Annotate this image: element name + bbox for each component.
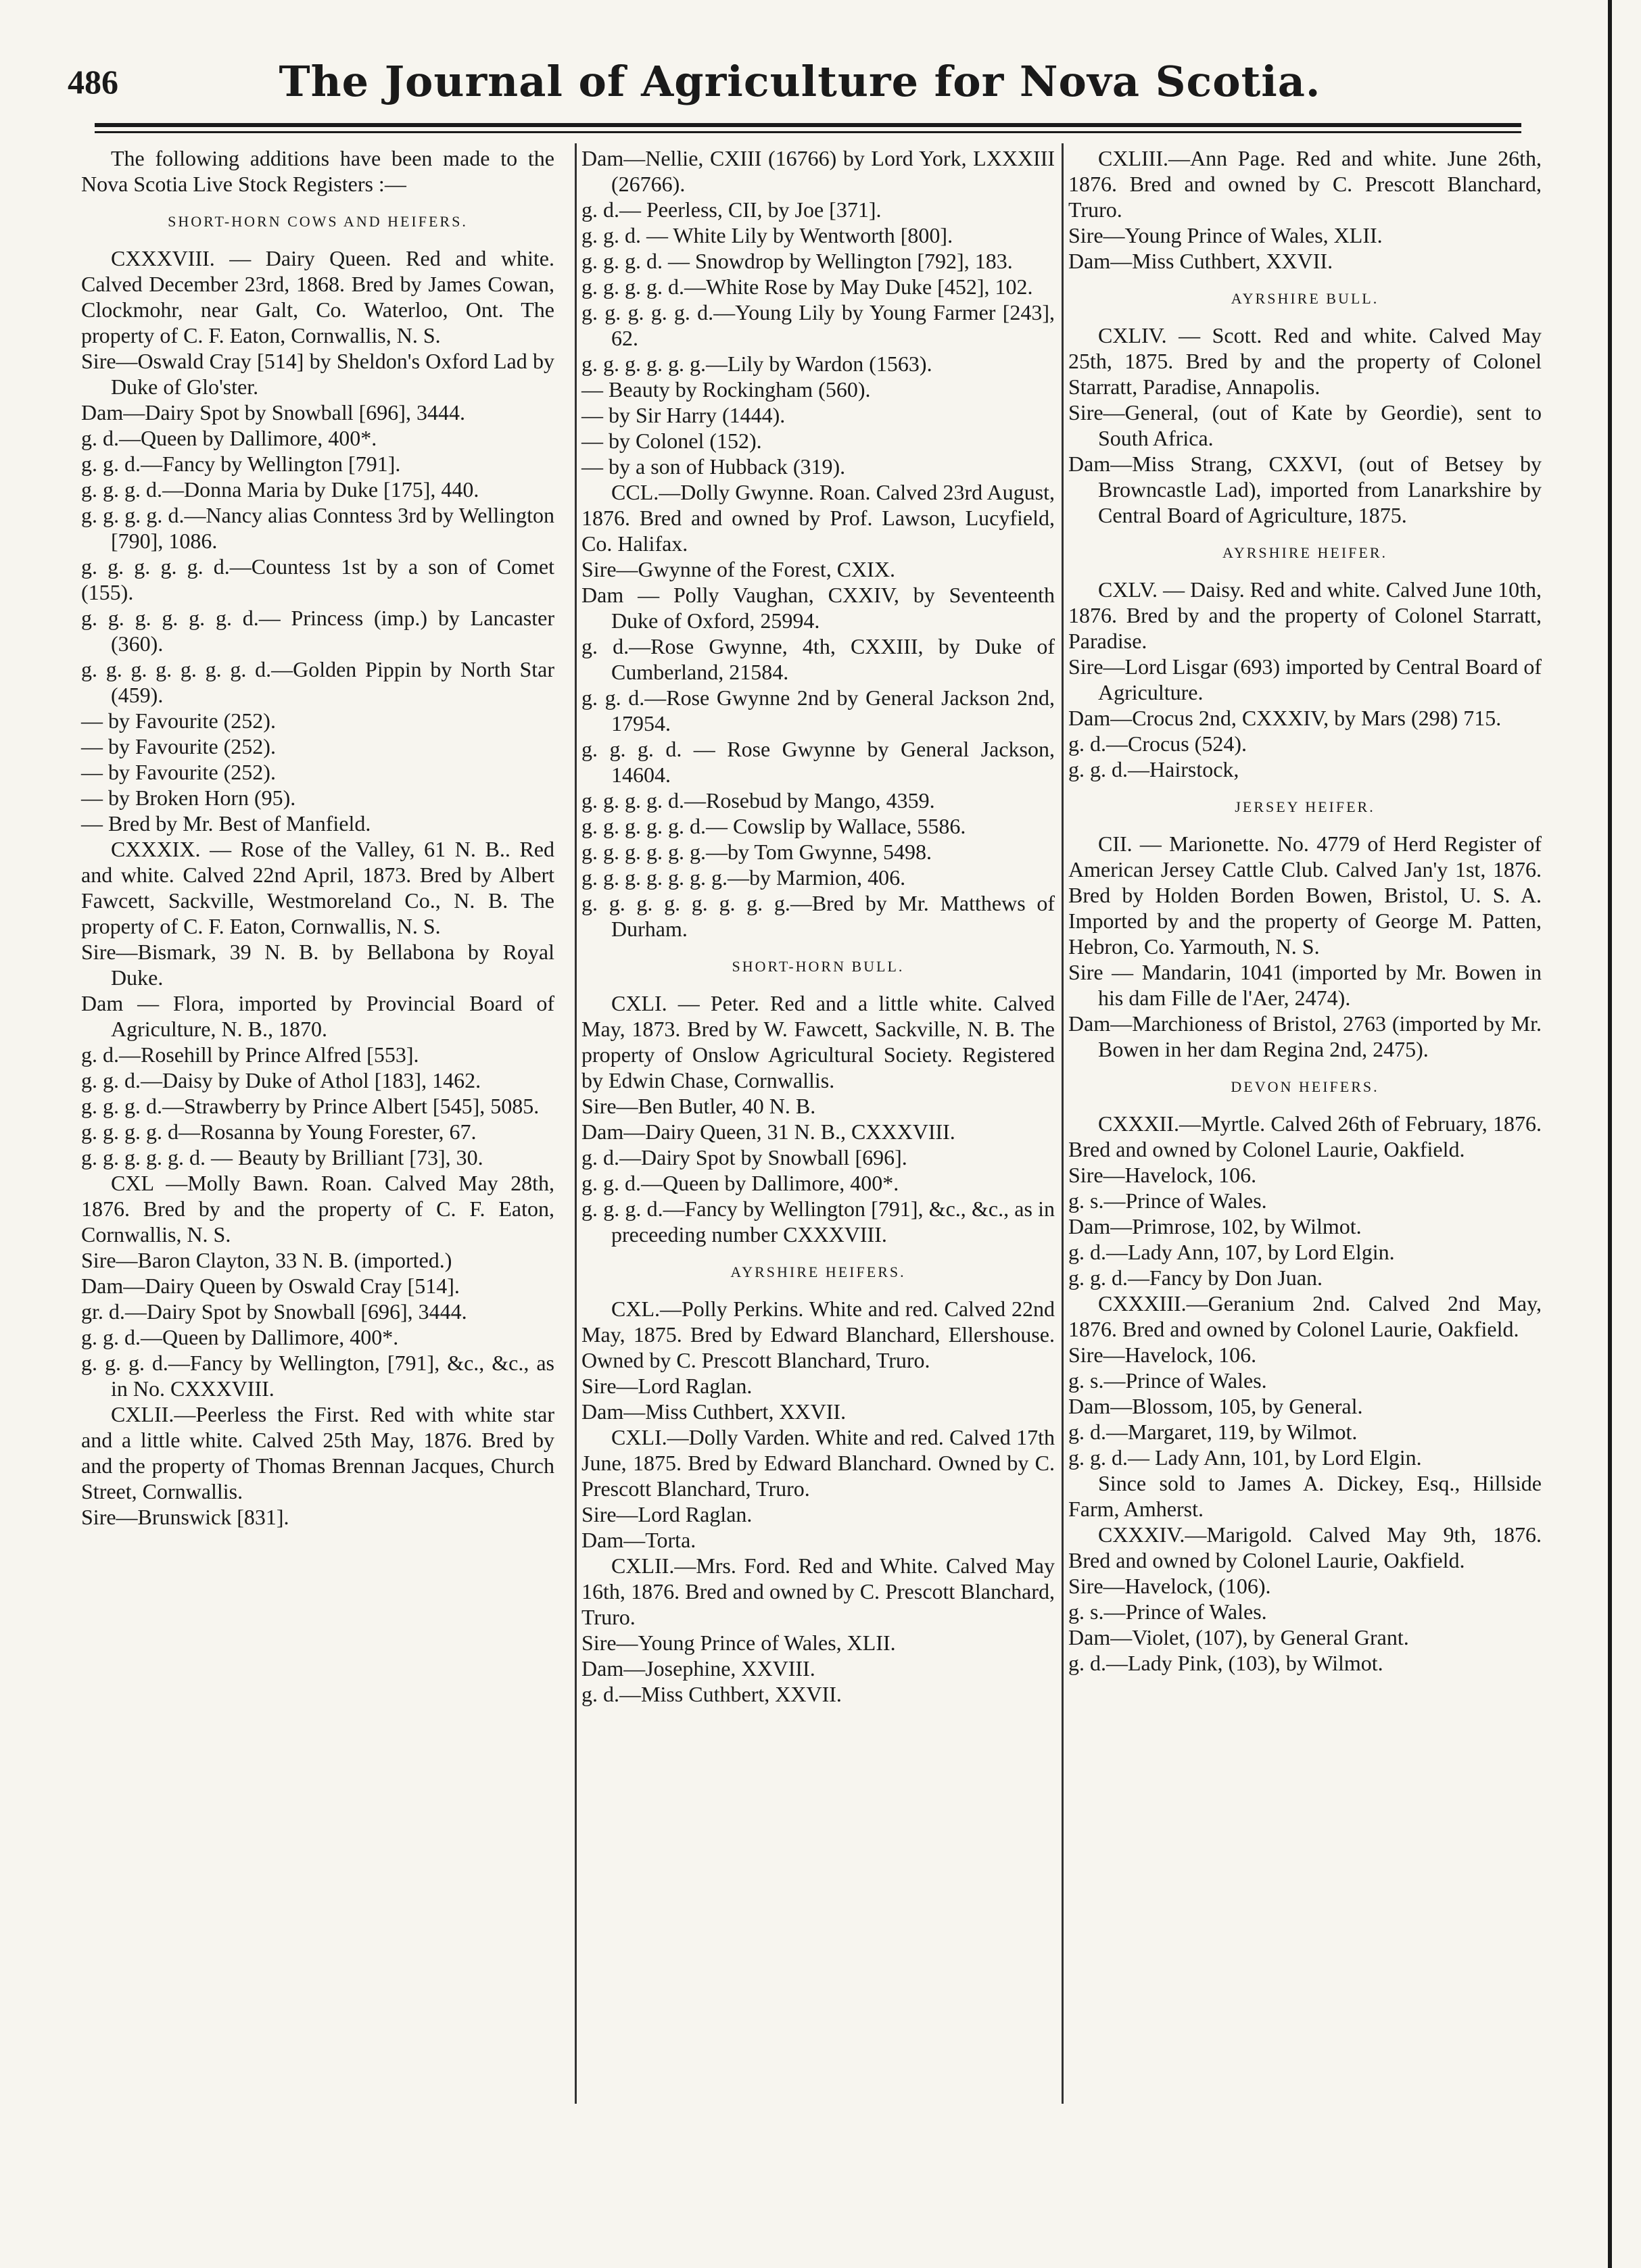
pedigree-line: g. g. g. d.—Fancy by Wellington [791], &c., &c., as in preceeding number CXXXVIII. <box>581 1197 1055 1247</box>
register-entry: CXXXIV.—Marigold. Calved May 9th, 1876. Bred and owned by Colonel Laurie, Oakfield. <box>1068 1522 1542 1572</box>
pedigree-line: Dam—Crocus 2nd, CXXXIV, by Mars (298) 715. <box>1068 706 1502 730</box>
pedigree-line: Dam—Torta. <box>581 1528 696 1552</box>
pedigree-line: Sire—Young Prince of Wales, XLII. <box>581 1631 896 1655</box>
journal-title: The Journal of Agriculture for Nova Scotia. <box>279 57 1321 106</box>
pedigree-line: Dam—Miss Strang, CXXVI, (out of Betsey by Browncastle Lad), imported from Lanarkshire by Central Board of Agriculture, 1875. <box>1068 452 1542 527</box>
register-entry: CXLV. — Daisy. Red and white. Calved June 10th, 1876. Bred by and the property of Colonel Starratt, Paradise. <box>1068 577 1542 653</box>
pedigree-line: Sire—Oswald Cray [514] by Sheldon's Oxford Lad by Duke of Glo'ster. <box>81 349 554 399</box>
pedigree-line: — by Broken Horn (95). <box>81 786 296 810</box>
pedigree-line: g. g. d.—Queen by Dallimore, 400*. <box>81 1325 399 1349</box>
pedigree-line: Dam—Dairy Queen, 31 N. B., CXXXVIII. <box>581 1119 955 1144</box>
pedigree-line: gr. d.—Dairy Spot by Snowball [696], 3444. <box>81 1299 467 1324</box>
pedigree-line: g. g. g. g. g. d.— Cowslip by Wallace, 5586. <box>581 814 966 838</box>
pedigree-line: g. g. d.—Queen by Dallimore, 400*. <box>581 1171 899 1195</box>
pedigree-line: g. g. g. g. d—Rosanna by Young Forester, 67. <box>81 1119 477 1144</box>
column-3 <box>1068 145 1542 1676</box>
pedigree-line: Sire—Havelock, 106. <box>1068 1163 1257 1187</box>
register-entry: CXXXIII.—Geranium 2nd. Calved 2nd May, 1876. Bred and owned by Colonel Laurie, Oakfield. <box>1068 1291 1542 1341</box>
page-edge-rule <box>1608 0 1612 2268</box>
section-heading: JERSEY HEIFER. <box>1235 798 1375 815</box>
column-1 <box>81 145 554 1530</box>
column-divider <box>1062 143 1064 2104</box>
section-heading: SHORT-HORN COWS AND HEIFERS. <box>168 213 468 230</box>
pedigree-line: Sire—Havelock, 106. <box>1068 1343 1257 1367</box>
register-entry: The following additions have been made to the Nova Scotia Live Stock Registers :— <box>81 146 554 196</box>
pedigree-line: g. s.—Prince of Wales. <box>1068 1188 1267 1213</box>
pedigree-line: Sire—Lord Raglan. <box>581 1502 753 1526</box>
pedigree-line: Sire—General, (out of Kate by Geordie), sent to South Africa. <box>1068 400 1542 450</box>
section-heading: AYRSHIRE BULL. <box>1231 290 1379 307</box>
pedigree-line: Dam—Miss Cuthbert, XXVII. <box>1068 249 1333 273</box>
pedigree-line: g. g. g. g. g. g. d.— Princess (imp.) by Lancaster (360). <box>81 606 554 656</box>
section-heading: DEVON HEIFERS. <box>1231 1078 1379 1095</box>
pedigree-line: — by Sir Harry (1444). <box>581 403 786 427</box>
pedigree-line: — by Favourite (252). <box>81 760 276 784</box>
section-heading: SHORT-HORN BULL. <box>732 958 905 975</box>
pedigree-line: g. d.—Queen by Dallimore, 400*. <box>81 426 377 450</box>
pedigree-line: g. d.—Rose Gwynne, 4th, CXXIII, by Duke of Cumberland, 21584. <box>581 634 1055 684</box>
register-entry: CCL.—Dolly Gwynne. Roan. Calved 23rd August, 1876. Bred and owned by Prof. Lawson, Lucyfield, Co. Halifax. <box>581 480 1055 556</box>
pedigree-line: Sire—Havelock, (106). <box>1068 1574 1271 1598</box>
pedigree-line: Dam—Violet, (107), by General Grant. <box>1068 1625 1409 1649</box>
pedigree-line: g. g. g. g. d.—Nancy alias Conntess 3rd by Wellington [790], 1086. <box>81 503 554 553</box>
register-entry: CXLI.—Dolly Varden. White and red. Calved 17th June, 1875. Bred by Edward Blanchard. Owned by C. Prescott Blanchard, Truro. <box>581 1425 1055 1501</box>
section-heading: AYRSHIRE HEIFERS. <box>730 1263 906 1280</box>
pedigree-line: g. g. g. g. g. g. g. g.—Bred by Mr. Matthews of Durham. <box>581 891 1055 941</box>
header-rule-thick <box>95 123 1521 127</box>
pedigree-line: Sire—Young Prince of Wales, XLII. <box>1068 223 1383 247</box>
register-entry: CXL.—Polly Perkins. White and red. Calved 22nd May, 1875. Bred by Edward Blanchard, Ellershouse. Owned by C. Prescott Blanchard, Truro. <box>581 1297 1055 1372</box>
pedigree-line: g. g. g. g. d.—White Rose by May Duke [452], 102. <box>581 274 1033 299</box>
pedigree-line: g. d.—Rosehill by Prince Alfred [553]. <box>81 1042 419 1067</box>
pedigree-line: Sire—Gwynne of the Forest, CXIX. <box>581 557 895 581</box>
pedigree-line: g. g. g. g. g. g.—Lily by Wardon (1563). <box>581 352 932 376</box>
pedigree-line: — by Favourite (252). <box>81 734 276 758</box>
register-entry: CXXXII.—Myrtle. Calved 26th of February, 1876. Bred and owned by Colonel Laurie, Oakfield. <box>1068 1111 1542 1161</box>
pedigree-line: Dam—Primrose, 102, by Wilmot. <box>1068 1214 1362 1238</box>
column-2 <box>581 145 1055 1707</box>
register-entry: CXXXIX. — Rose of the Valley, 61 N. B.. Red and white. Calved 22nd April, 1873. Bred by Albert Fawcett, Sackville, Westmoreland Co., N. B. The property of C. F. Eaton, Cornwallis, N. S. <box>81 837 554 938</box>
pedigree-line: g. d.—Crocus (524). <box>1068 731 1247 756</box>
pedigree-line: g. d.—Margaret, 119, by Wilmot. <box>1068 1420 1358 1444</box>
pedigree-line: Sire — Mandarin, 1041 (imported by Mr. Bowen in his dam Fille de l'Aer, 2474). <box>1068 960 1542 1010</box>
register-entry: CXXXVIII. — Dairy Queen. Red and white. Calved December 23rd, 1868. Bred by James Cowan, Clockmohr, near Galt, Co. Waterloo, Ont. The property of C. F. Eaton, Cornwallis, N. S. <box>81 246 554 347</box>
register-entry: CXLII.—Mrs. Ford. Red and White. Calved May 16th, 1876. Bred and owned by C. Prescott Blanchard, Truro. <box>581 1553 1055 1629</box>
pedigree-line: g. g. g. g. d.—Rosebud by Mango, 4359. <box>581 788 935 813</box>
pedigree-line: g. g. d.— Lady Ann, 101, by Lord Elgin. <box>1068 1445 1422 1470</box>
pedigree-line: g. s.—Prince of Wales. <box>1068 1599 1267 1624</box>
pedigree-line: Dam—Miss Cuthbert, XXVII. <box>581 1399 847 1424</box>
section-heading: AYRSHIRE HEIFER. <box>1222 544 1387 561</box>
pedigree-line: g. g. g. g. g. g. g. d.—Golden Pippin by North Star (459). <box>81 657 554 707</box>
pedigree-line: g. g. g. d. — Snowdrop by Wellington [792], 183. <box>581 249 1013 273</box>
pedigree-line: Dam—Dairy Spot by Snowball [696], 3444. <box>81 400 465 425</box>
pedigree-line: Dam—Josephine, XXVIII. <box>581 1656 815 1681</box>
header-rule-thin <box>95 131 1521 133</box>
pedigree-line: Sire—Baron Clayton, 33 N. B. (imported.) <box>81 1248 452 1272</box>
pedigree-line: — Beauty by Rockingham (560). <box>581 377 871 402</box>
register-entry: CII. — Marionette. No. 4779 of Herd Register of American Jersey Cattle Club. Calved Jan'y 1st, 1876. Bred by Holden Borden Bowen, Bristol, U. S. A. Imported by and the property of George M. Patten, Hebron, Co. Yarmouth, N. S. <box>1068 831 1542 959</box>
pedigree-line: g. g. g. d.—Donna Maria by Duke [175], 440. <box>81 477 479 502</box>
pedigree-line: Dam—Dairy Queen by Oswald Cray [514]. <box>81 1274 460 1298</box>
pedigree-line: — Bred by Mr. Best of Manfield. <box>81 811 371 836</box>
register-entry: CXL —Molly Bawn. Roan. Calved May 28th, 1876. Bred by and the property of C. F. Eaton, Cornwallis, N. S. <box>81 1171 554 1247</box>
register-entry: CXLIV. — Scott. Red and white. Calved May 25th, 1875. Bred by and the property of Colonel Starratt, Paradise, Annapolis. <box>1068 323 1542 399</box>
pedigree-line: Sire—Ben Butler, 40 N. B. <box>581 1094 816 1118</box>
pedigree-line: g. d.—Lady Ann, 107, by Lord Elgin. <box>1068 1240 1395 1264</box>
register-entry: CXLII.—Peerless the First. Red with white star and a little white. Calved 25th May, 1876. Bred by and the property of Thomas Brennan Jacques, Church Street, Cornwallis. <box>81 1402 554 1503</box>
pedigree-line: g. g. d. — White Lily by Wentworth [800]. <box>581 223 953 247</box>
page-header <box>60 47 1540 122</box>
pedigree-line: g. d.—Miss Cuthbert, XXVII. <box>581 1682 842 1706</box>
pedigree-line: g. g. d.—Fancy by Don Juan. <box>1068 1265 1323 1290</box>
pedigree-line: Dam — Polly Vaughan, CXXIV, by Seventeenth Duke of Oxford, 25994. <box>581 583 1055 633</box>
pedigree-line: g. g. g. d. — Rose Gwynne by General Jackson, 14604. <box>581 737 1055 787</box>
pedigree-line: Dam—Blossom, 105, by General. <box>1068 1394 1363 1418</box>
pedigree-line: — by Colonel (152). <box>581 429 762 453</box>
pedigree-line: g. g. g. d.—Strawberry by Prince Albert [545], 5085. <box>81 1094 540 1118</box>
pedigree-line: g. s.—Prince of Wales. <box>1068 1368 1267 1393</box>
pedigree-line: g. d.—Dairy Spot by Snowball [696]. <box>581 1145 907 1169</box>
pedigree-line: g. g. d.—Fancy by Wellington [791]. <box>81 452 401 476</box>
pedigree-line: g. g. d.—Rose Gwynne 2nd by General Jackson 2nd, 17954. <box>581 685 1055 735</box>
pedigree-line: — by Favourite (252). <box>81 708 276 733</box>
column-divider <box>575 143 577 2104</box>
pedigree-line: Sire—Brunswick [831]. <box>81 1505 289 1529</box>
pedigree-line: g. g. g. g. g. d. — Beauty by Brilliant [73], 30. <box>81 1145 483 1169</box>
pedigree-line: Dam—Nellie, CXIII (16766) by Lord York, LXXXIII (26766). <box>581 146 1055 196</box>
pedigree-line: — by a son of Hubback (319). <box>581 454 846 479</box>
register-entry: Since sold to James A. Dickey, Esq., Hillside Farm, Amherst. <box>1068 1471 1542 1521</box>
pedigree-line: g. g. d.—Daisy by Duke of Athol [183], 1462. <box>81 1068 481 1092</box>
pedigree-line: g. g. g. g. g. d.—Young Lily by Young Farmer [243], 62. <box>581 300 1055 350</box>
pedigree-line: g. g. g. d.—Fancy by Wellington, [791], &c., &c., as in No. CXXXVIII. <box>81 1351 554 1401</box>
register-entry: CXLIII.—Ann Page. Red and white. June 26th, 1876. Bred and owned by C. Prescott Blanchard, Truro. <box>1068 146 1542 222</box>
register-entry: CXLI. — Peter. Red and a little white. Calved May, 1873. Bred by W. Fawcett, Sackville, N. B. The property of Onslow Agricultural Society. Registered by Edwin Chase, Cornwallis. <box>581 991 1055 1092</box>
page-number: 486 <box>68 63 118 101</box>
pedigree-line: g. g. g. g. g. g. g.—by Marmion, 406. <box>581 865 906 890</box>
pedigree-line: Sire—Lord Raglan. <box>581 1374 753 1398</box>
pedigree-line: g. g. g. g. g. d.—Countess 1st by a son of Comet (155). <box>81 554 554 604</box>
pedigree-line: g. g. d.—Hairstock, <box>1068 757 1239 781</box>
pedigree-line: Sire—Bismark, 39 N. B. by Bellabona by Royal Duke. <box>81 940 554 990</box>
pedigree-line: g. d.—Lady Pink, (103), by Wilmot. <box>1068 1651 1383 1675</box>
pedigree-line: g. g. g. g. g. g.—by Tom Gwynne, 5498. <box>581 840 932 864</box>
pedigree-line: Dam—Marchioness of Bristol, 2763 (imported by Mr. Bowen in her dam Regina 2nd, 2475). <box>1068 1011 1542 1061</box>
pedigree-line: Sire—Lord Lisgar (693) imported by Central Board of Agriculture. <box>1068 654 1542 704</box>
pedigree-line: Dam — Flora, imported by Provincial Board of Agriculture, N. B., 1870. <box>81 991 554 1041</box>
pedigree-line: g. d.— Peerless, CII, by Joe [371]. <box>581 197 882 222</box>
